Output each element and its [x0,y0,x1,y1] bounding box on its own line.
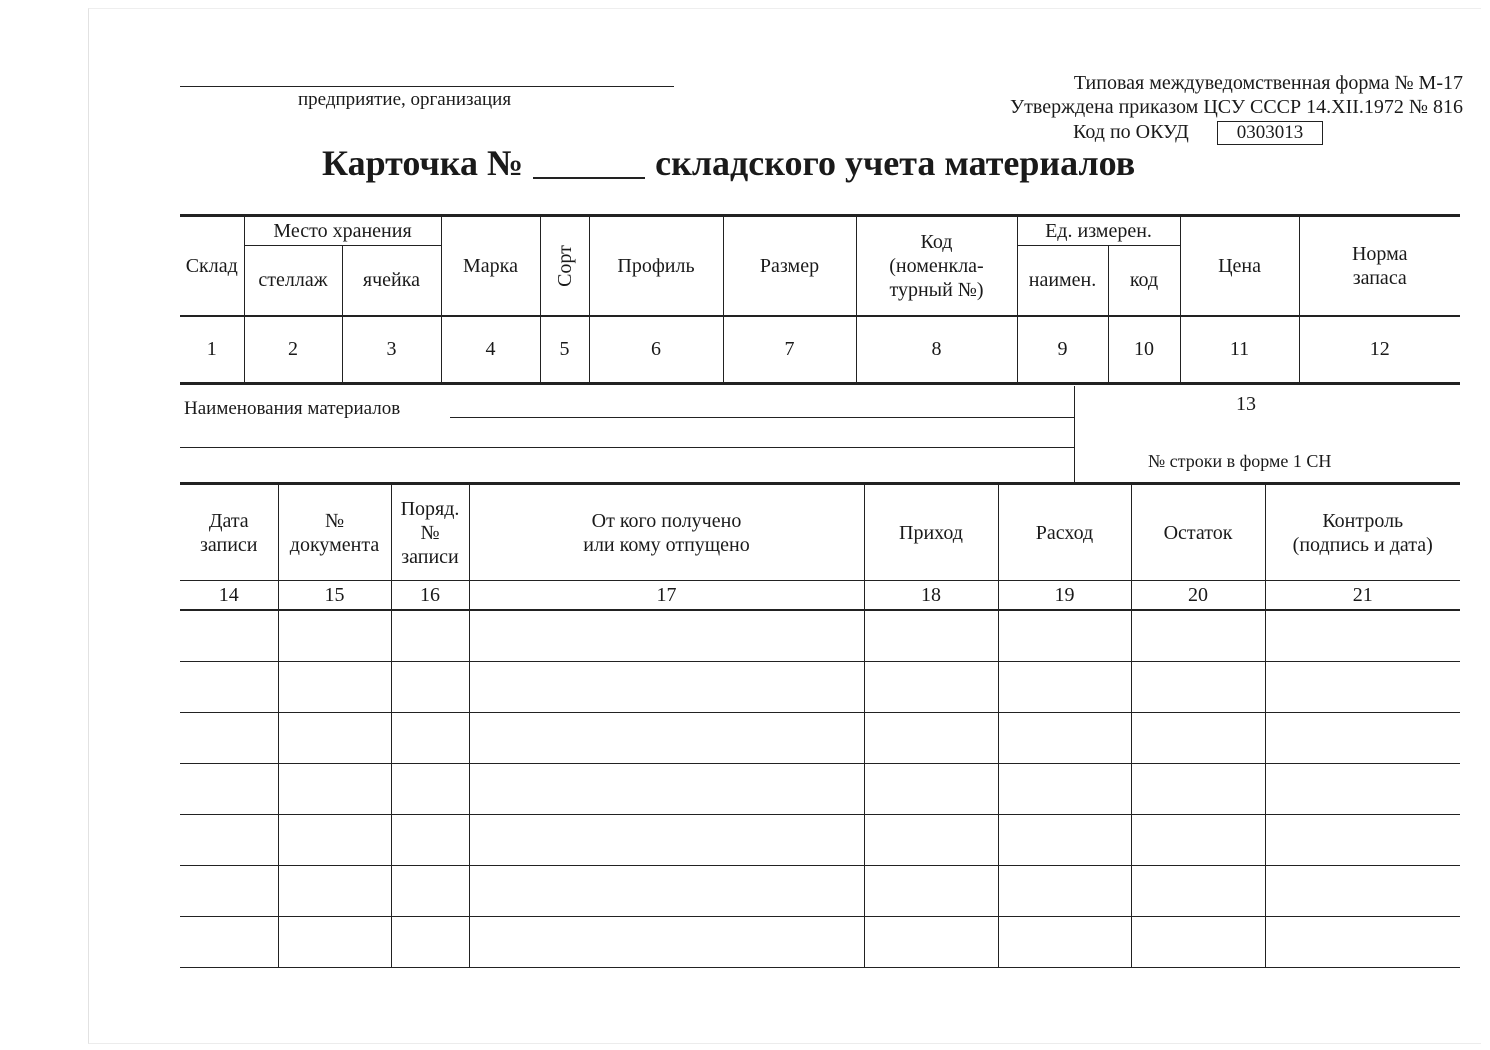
header-doc-line1: № [324,509,345,532]
header-doc-line2: документа [289,533,380,556]
ledger-cell[interactable] [180,661,278,712]
okud-label: Код по ОКУД [1073,121,1189,143]
header-norma-line2: запаса [1352,266,1407,289]
material-attributes-table [180,214,1460,385]
ledger-cell[interactable] [998,916,1131,967]
ledger-cell[interactable] [469,610,864,662]
ledger-cell[interactable] [1265,814,1460,865]
ledger-cell[interactable] [469,712,864,763]
card-number-field[interactable] [533,147,645,179]
bottom-col-number: 18 [864,581,998,610]
ledger-cell[interactable] [1131,763,1265,814]
header-storage-place: Место хранения [244,216,441,246]
ledger-cell[interactable] [391,916,469,967]
header-data-zapisi [180,484,278,581]
ledger-row [180,661,1460,712]
ledger-cell[interactable] [469,661,864,712]
ledger-cell[interactable] [998,763,1131,814]
header-ot-kogo-line2: или кому отпущено [583,533,750,556]
ledger-row [180,865,1460,916]
top-col-number-cell[interactable]: 7 [723,316,856,384]
ledger-cell[interactable] [180,610,278,662]
header-poryad-line1: Поряд. [400,497,460,520]
ledger-cell[interactable] [1131,661,1265,712]
top-col-number-cell[interactable]: 1 [180,316,244,384]
ledger-cell[interactable] [1131,814,1265,865]
header-poryad [391,484,469,581]
header-razmer: Размер [723,216,856,316]
ledger-cell[interactable] [1265,610,1460,662]
header-profil: Профиль [589,216,723,316]
header-yacheika: ячейка [342,246,441,316]
bottom-col-number: 20 [1131,581,1265,610]
ledger-cell[interactable] [864,712,998,763]
header-data-line1: Дата [208,509,249,532]
header-kod-line3: турный №) [889,278,984,301]
materials-name-line-1[interactable] [450,417,1074,418]
top-col-number-cell[interactable]: 6 [589,316,723,384]
top-col-number-cell[interactable]: 2 [244,316,342,384]
ledger-cell[interactable] [469,865,864,916]
ledger-cell[interactable] [391,763,469,814]
header-ot-kogo-line1: От кого получено [591,509,742,532]
bottom-col-number: 19 [998,581,1131,610]
header-stellazh: стеллаж [244,246,342,316]
ledger-cell[interactable] [180,865,278,916]
header-kontrol-line2: (подпись и дата) [1292,533,1433,556]
top-col-number-cell[interactable]: 10 [1108,316,1180,384]
header-sort-label: Сорт [553,244,576,287]
sn-code-caption: № строки в форме 1 СН [1148,451,1332,471]
ledger-cell[interactable] [469,763,864,814]
ledger-cell[interactable] [998,661,1131,712]
ledger-cell[interactable] [391,712,469,763]
header-ot-kogo [469,484,864,581]
form-approval-line: Утверждена приказом ЦСУ СССР 14.XII.1972 № 816 [1010,96,1463,118]
ledger-cell[interactable] [1265,763,1460,814]
header-kod-line2: (номенкла- [889,254,984,277]
ledger-cell[interactable] [1265,916,1460,967]
ledger-cell[interactable] [278,610,391,662]
ledger-cell[interactable] [278,916,391,967]
ledger-cell[interactable] [278,763,391,814]
header-ostatok: Остаток [1131,484,1265,581]
header-sklad: Склад [180,216,244,316]
movement-ledger-table [180,482,1460,968]
top-col-number-cell[interactable]: 5 [540,316,589,384]
ledger-cell[interactable] [278,661,391,712]
ledger-cell[interactable] [278,865,391,916]
ledger-cell[interactable] [998,712,1131,763]
header-kod-line1: Код [920,230,953,253]
materials-name-label: Наименования материалов [184,398,401,419]
top-col-number-cell[interactable]: 12 [1299,316,1460,384]
materials-name-line-2[interactable] [180,447,1074,448]
ledger-cell[interactable] [1131,712,1265,763]
ledger-cell[interactable] [180,712,278,763]
header-cena: Цена [1180,216,1299,316]
ledger-cell[interactable] [1131,916,1265,967]
header-rashod: Расход [998,484,1131,581]
ledger-cell[interactable] [864,865,998,916]
bottom-col-number: 21 [1265,581,1460,610]
ledger-cell[interactable] [391,610,469,662]
header-data-line2: записи [200,533,258,556]
ledger-cell[interactable] [1131,610,1265,662]
form-type-line: Типовая междуведомственная форма № М-17 [1073,72,1463,94]
ledger-cell[interactable] [278,712,391,763]
organization-caption: предприятие, организация [298,89,512,110]
header-norma [1299,216,1460,316]
ledger-cell[interactable] [180,916,278,967]
ledger-cell[interactable] [180,763,278,814]
okud-code-box: 0303013 [1217,121,1323,145]
header-norma-line1: Норма [1351,242,1408,265]
ledger-cell[interactable] [864,610,998,662]
header-poryad-line3: записи [401,545,459,568]
ledger-cell[interactable] [864,763,998,814]
ledger-cell[interactable] [278,814,391,865]
page-title [322,142,1135,184]
ledger-row [180,610,1460,662]
ledger-cell[interactable] [180,814,278,865]
header-naimen: наимен. [1017,246,1108,316]
header-kod [856,216,1017,316]
ledger-cell[interactable] [998,865,1131,916]
ledger-cell[interactable] [391,661,469,712]
title-card-subject: складского учета материалов [655,143,1136,183]
header-sort [540,216,589,316]
ledger-cell[interactable] [469,916,864,967]
top-col-number-cell[interactable]: 8 [856,316,1017,384]
header-poryad-line2: № [420,521,440,544]
header-prihod: Приход [864,484,998,581]
ledger-cell[interactable] [998,814,1131,865]
ledger-row [180,712,1460,763]
header-kontrol [1265,484,1460,581]
ledger-cell[interactable] [864,661,998,712]
ledger-row [180,916,1460,967]
bottom-col-number: 15 [278,581,391,610]
header-ed-izm: Ед. измерен. [1017,216,1180,246]
ledger-cell[interactable] [1265,712,1460,763]
header-ed-kod: код [1108,246,1180,316]
sn-code-number: 13 [1236,393,1256,415]
ledger-cell[interactable] [998,610,1131,662]
top-col-number-cell[interactable]: 9 [1017,316,1108,384]
top-col-number-cell[interactable]: 3 [342,316,441,384]
header-kontrol-line1: Контроль [1322,509,1404,532]
ledger-cell[interactable] [1131,865,1265,916]
ledger-row [180,814,1460,865]
ledger-cell[interactable] [1265,661,1460,712]
top-col-number-cell[interactable]: 4 [441,316,540,384]
organization-line[interactable] [180,86,674,87]
title-card-number-label: Карточка № [322,143,524,183]
ledger-cell[interactable] [864,814,998,865]
top-col-number-cell[interactable]: 11 [1180,316,1299,384]
ledger-cell[interactable] [391,865,469,916]
ledger-cell[interactable] [469,814,864,865]
bottom-col-number: 16 [391,581,469,610]
ledger-row [180,763,1460,814]
header-marka: Марка [441,216,540,316]
ledger-cell[interactable] [1265,865,1460,916]
ledger-cell[interactable] [391,814,469,865]
bottom-col-number: 14 [180,581,278,610]
header-doc-number [278,484,391,581]
ledger-cell[interactable] [864,916,998,967]
bottom-col-number: 17 [469,581,864,610]
